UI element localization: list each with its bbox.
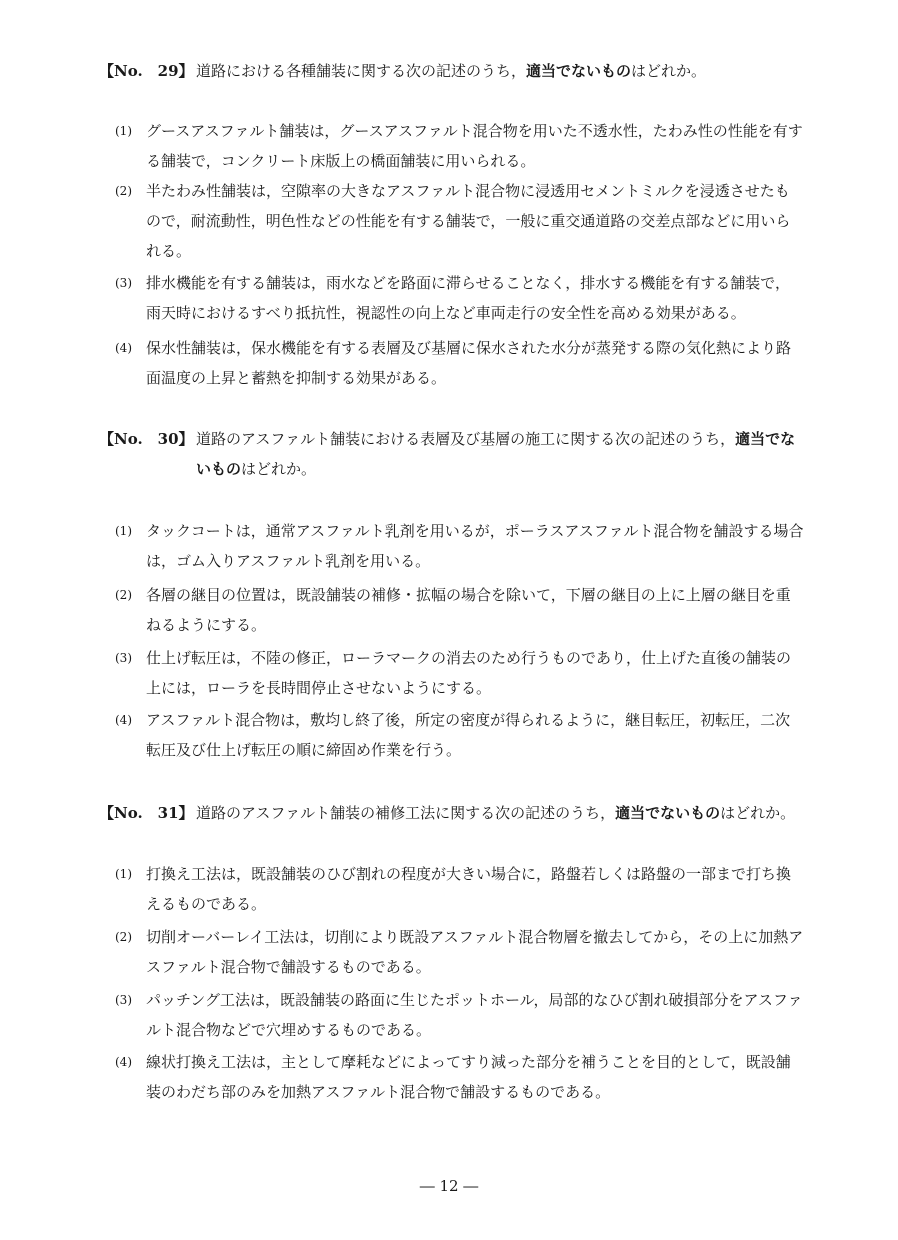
question-header bbox=[99, 798, 819, 828]
option-number: (4) bbox=[115, 1055, 132, 1069]
option-number: (2) bbox=[115, 588, 132, 602]
option-text: 排水機能を有する舗装は，雨水などを路面に滞らせることなく，排水する機能を有する舗装で，雨天時におけるすべり抵抗性，視認性の向上など車両走行の安全性を高める効果がある。 bbox=[146, 274, 790, 322]
emphasis-text: 適当でないもの bbox=[615, 804, 721, 822]
option-number: (1) bbox=[115, 524, 132, 538]
emphasis-text: 適当でないもの bbox=[526, 62, 632, 80]
question-header bbox=[99, 424, 819, 478]
option-number: (4) bbox=[115, 341, 132, 355]
option-number: (3) bbox=[115, 276, 132, 290]
option-number: (1) bbox=[115, 867, 132, 881]
option-text: 半たわみ性舗装は，空隙率の大きなアスファルト混合物に浸透用セメントミルクを浸透させたもので，耐流動性，明色性などの性能を有する舗装で，一般に重交通道路の交差点部などに用いられる。 bbox=[146, 182, 791, 260]
option-number: (1) bbox=[115, 124, 132, 138]
question-number: 【No. 30】 bbox=[99, 430, 194, 448]
option-number: (2) bbox=[115, 184, 132, 198]
option-number: (4) bbox=[115, 713, 132, 727]
option-text: グースアスファルト舗装は，グースアスファルト混合物を用いた不透水性，たわみ性の性能を有する舗装で，コンクリート床版上の橋面舗装に用いられる。 bbox=[146, 122, 803, 170]
question-number: 【No. 29】 bbox=[99, 62, 194, 80]
question-text: 道路のアスファルト舗装における表層及び基層の施工に関する次の記述のうち，適当でないものはどれか。 bbox=[196, 430, 796, 478]
option-text: パッチング工法は，既設舗装の路面に生じたポットホール，局部的なひび割れ破損部分をアスファルト混合物などで穴埋めするものである。 bbox=[146, 991, 803, 1039]
option-text: 切削オーバーレイ工法は，切削により既設アスファルト混合物層を撤去してから，その上に加熱アスファルト混合物で舗設するものである。 bbox=[146, 928, 804, 976]
option-text: 仕上げ転圧は，不陸の修正，ローラマークの消去のため行うものであり，仕上げた直後の舗装の上には，ローラを長時間停止させないようにする。 bbox=[146, 649, 792, 697]
option-number: (3) bbox=[115, 993, 132, 1007]
emphasis-text: 適当でないもの bbox=[196, 430, 796, 478]
question-header bbox=[99, 56, 819, 86]
option-number: (2) bbox=[115, 930, 132, 944]
option-number: (3) bbox=[115, 651, 132, 665]
question-number: 【No. 31】 bbox=[99, 804, 194, 822]
question-text: 道路のアスファルト舗装の補修工法に関する次の記述のうち，適当でないものはどれか。 bbox=[196, 804, 796, 822]
option-text: 線状打換え工法は，主として摩耗などによってすり減った部分を補うことを目的として，既設舗装のわだち部のみを加熱アスファルト混合物で舗設するものである。 bbox=[146, 1053, 791, 1101]
option-text: 保水性舗装は，保水機能を有する表層及び基層に保水された水分が蒸発する際の気化熱により路面温度の上昇と蓄熱を抑制する効果がある。 bbox=[146, 339, 792, 387]
question-text: 道路における各種舗装に関する次の記述のうち，適当でないものはどれか。 bbox=[196, 62, 707, 80]
option-text: タックコートは，通常アスファルト乳剤を用いるが，ポーラスアスファルト混合物を舗設する場合は，ゴム入りアスファルト乳剤を用いる。 bbox=[146, 522, 804, 570]
option-text: 打換え工法は，既設舗装のひび割れの程度が大きい場合に，路盤若しくは路盤の一部まで打ち換えるものである。 bbox=[146, 865, 792, 913]
option-text: 各層の継目の位置は，既設舗装の補修・拡幅の場合を除いて，下層の継目の上に上層の継目を重ねるようにする。 bbox=[146, 586, 791, 634]
page-number: ― 12 ― bbox=[419, 1177, 479, 1195]
option-text: アスファルト混合物は，敷均し終了後，所定の密度が得られるように，継目転圧，初転圧，二次転圧及び仕上げ転圧の順に締固め作業を行う。 bbox=[146, 711, 791, 759]
